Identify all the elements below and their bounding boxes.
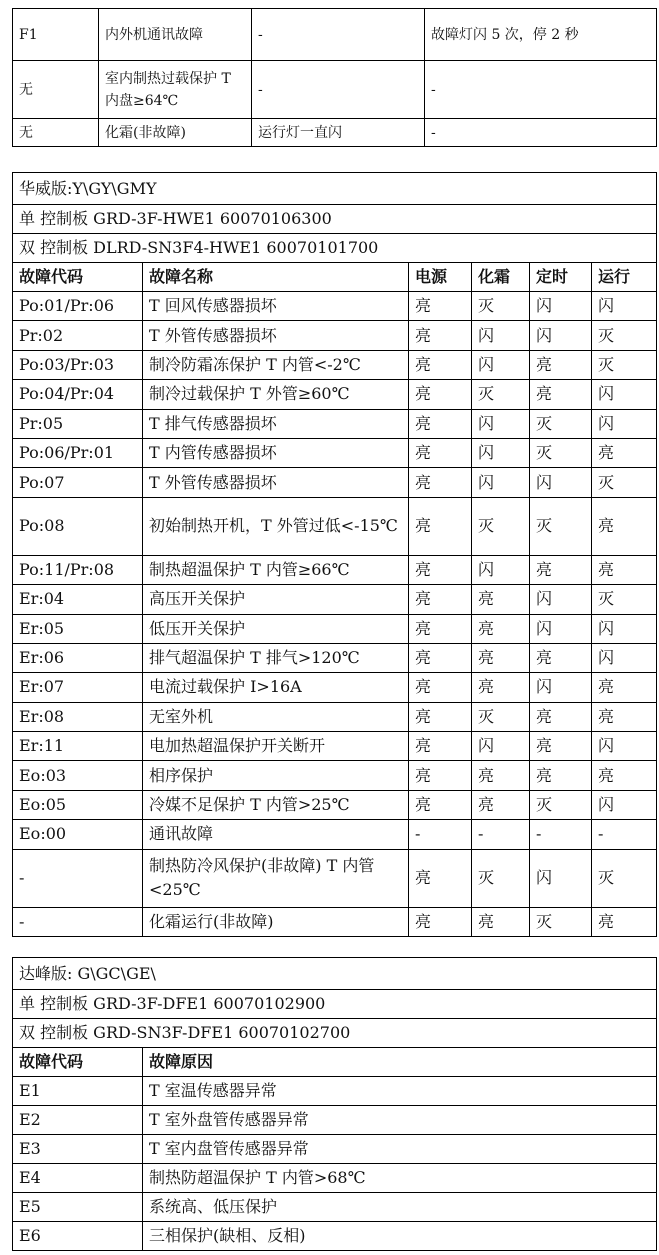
table-cell: Er:04 <box>13 585 143 614</box>
table-cell: 通讯故障 <box>143 820 409 849</box>
table-row <box>13 1164 657 1193</box>
table-cell: 制冷防霜冻保护 T 内管<-2℃ <box>143 350 409 379</box>
table-cell: 闪 <box>530 614 592 643</box>
table-row <box>13 555 657 584</box>
table-cell: 无 <box>13 119 99 147</box>
table-cell: - <box>425 61 657 119</box>
table-cell: 灭 <box>530 790 592 819</box>
table-cell: 亮 <box>530 380 592 409</box>
table2-header-defrost: 化霜 <box>472 263 530 292</box>
table-cell: 亮 <box>592 497 657 555</box>
table-cell: - <box>425 119 657 147</box>
table-cell: 亮 <box>472 761 530 790</box>
table-cell: 闪 <box>530 673 592 702</box>
table-cell: 灭 <box>592 321 657 350</box>
table-cell: 灭 <box>592 350 657 379</box>
table-cell: 亮 <box>409 497 472 555</box>
table-cell: 相序保护 <box>143 761 409 790</box>
table-row <box>13 380 657 409</box>
table-row <box>13 350 657 379</box>
table-row <box>13 702 657 731</box>
table-cell: 亮 <box>592 673 657 702</box>
table-cell: 灭 <box>472 497 530 555</box>
table-cell: 灭 <box>592 585 657 614</box>
table-row <box>13 1222 657 1251</box>
table-row <box>13 438 657 467</box>
table-cell: Er:08 <box>13 702 143 731</box>
table-cell: 亮 <box>472 790 530 819</box>
table2-body <box>13 292 657 937</box>
table-cell: 制热防冷风保护(非故障) T 内管<25℃ <box>143 849 409 907</box>
table-cell: T 室内盘管传感器异常 <box>143 1135 657 1164</box>
table-cell: 闪 <box>530 468 592 497</box>
table-row <box>13 1106 657 1135</box>
table-cell: 制热超温保护 T 内管≥66℃ <box>143 555 409 584</box>
table-cell: T 室外盘管传感器异常 <box>143 1106 657 1135</box>
table-cell: 亮 <box>472 673 530 702</box>
table-cell: 灭 <box>592 849 657 907</box>
table-cell: 亮 <box>409 643 472 672</box>
table-cell: 内外机通讯故障 <box>99 9 252 61</box>
table-cell: 闪 <box>472 321 530 350</box>
table-cell: T 外管传感器损坏 <box>143 468 409 497</box>
table-cell: 闪 <box>472 732 530 761</box>
table-cell: 化霜(非故障) <box>99 119 252 147</box>
table-cell: 亮 <box>472 614 530 643</box>
table-cell: - <box>409 820 472 849</box>
table-row <box>13 761 657 790</box>
table2-header-power: 电源 <box>409 263 472 292</box>
table-row <box>13 1135 657 1164</box>
table-cell: 亮 <box>409 350 472 379</box>
table-cell: 灭 <box>472 702 530 731</box>
table-cell: 灭 <box>530 438 592 467</box>
table3-header-code: 故障代码 <box>13 1048 143 1077</box>
table-row <box>13 468 657 497</box>
table-cell: 亮 <box>409 761 472 790</box>
table-cell: 亮 <box>530 555 592 584</box>
table-cell: Po:06/Pr:01 <box>13 438 143 467</box>
table-cell: 冷媒不足保护 T 内管>25℃ <box>143 790 409 819</box>
table-cell: 亮 <box>472 643 530 672</box>
table-cell: 闪 <box>530 292 592 321</box>
table-cell: 灭 <box>530 907 592 936</box>
table-cell: 高压开关保护 <box>143 585 409 614</box>
table-cell: 亮 <box>592 702 657 731</box>
table2-title: 华威版:Y\GY\GMY <box>13 173 657 205</box>
table2-header-name: 故障名称 <box>143 263 409 292</box>
table3-title: 达峰版: G\GC\GE\ <box>13 958 657 990</box>
table-cell: Er:07 <box>13 673 143 702</box>
table-cell: Pr:02 <box>13 321 143 350</box>
table-cell: 闪 <box>592 643 657 672</box>
table-cell: 闪 <box>592 790 657 819</box>
table-row <box>13 1193 657 1222</box>
table3-header-row <box>13 1048 657 1077</box>
table-cell: Pr:05 <box>13 409 143 438</box>
table-cell: 亮 <box>592 555 657 584</box>
table-cell: 制冷过载保护 T 外管≥60℃ <box>143 380 409 409</box>
table-cell: T 回风传感器损坏 <box>143 292 409 321</box>
table-row <box>13 1077 657 1106</box>
table-row <box>13 820 657 849</box>
table-cell: Er:05 <box>13 614 143 643</box>
table-cell: 灭 <box>530 409 592 438</box>
table-cell: 亮 <box>409 849 472 907</box>
table-cell: - <box>530 820 592 849</box>
table-cell: 排气超温保护 T 排气>120℃ <box>143 643 409 672</box>
table-cell: 闪 <box>592 409 657 438</box>
table2-board-single: 单 控制板 GRD-3F-HWE1 60070106300 <box>13 205 657 234</box>
table-cell: 闪 <box>592 732 657 761</box>
table-row <box>13 9 657 61</box>
table-cell: F1 <box>13 9 99 61</box>
table-cell: Po:11/Pr:08 <box>13 555 143 584</box>
table-row <box>13 585 657 614</box>
table-cell: 灭 <box>472 849 530 907</box>
table-cell: E6 <box>13 1222 143 1251</box>
table2-header-row <box>13 263 657 292</box>
table-cell: 无 <box>13 61 99 119</box>
table-cell: 亮 <box>409 321 472 350</box>
table-cell: 亮 <box>409 614 472 643</box>
table-row <box>13 292 657 321</box>
table-cell: - <box>13 907 143 936</box>
table-cell: 化霜运行(非故障) <box>143 907 409 936</box>
table-cell: Po:04/Pr:04 <box>13 380 143 409</box>
table-row <box>13 614 657 643</box>
table-cell: 室内制热过载保护 T 内盘≥64℃ <box>99 61 252 119</box>
table-cell: - <box>592 820 657 849</box>
table-cell: 亮 <box>409 292 472 321</box>
table-cell: 亮 <box>409 555 472 584</box>
table-cell: 无室外机 <box>143 702 409 731</box>
table-cell: T 排气传感器损坏 <box>143 409 409 438</box>
table-cell: T 外管传感器损坏 <box>143 321 409 350</box>
table-cell: Po:07 <box>13 468 143 497</box>
table-cell: 运行灯一直闪 <box>252 119 425 147</box>
table-cell: 电加热超温保护开关断开 <box>143 732 409 761</box>
table-cell: 亮 <box>409 585 472 614</box>
table-row <box>13 497 657 555</box>
table3-board-double: 双 控制板 GRD-SN3F-DFE1 60070102700 <box>13 1019 657 1048</box>
table-cell: 闪 <box>472 409 530 438</box>
table-cell: 电流过载保护 I>16A <box>143 673 409 702</box>
table-cell: Er:11 <box>13 732 143 761</box>
table-cell: 亮 <box>472 907 530 936</box>
table-cell: E3 <box>13 1135 143 1164</box>
table-cell: 亮 <box>592 761 657 790</box>
table-cell: 制热防超温保护 T 内管>68℃ <box>143 1164 657 1193</box>
table-cell: 亮 <box>472 585 530 614</box>
table-cell: 闪 <box>530 585 592 614</box>
table-cell: 系统高、低压保护 <box>143 1193 657 1222</box>
table-cell: 亮 <box>409 409 472 438</box>
table-row <box>13 790 657 819</box>
table-cell: T 内管传感器损坏 <box>143 438 409 467</box>
table-cell: T 室温传感器异常 <box>143 1077 657 1106</box>
table-cell: 灭 <box>530 497 592 555</box>
table-cell: Eo:03 <box>13 761 143 790</box>
table-cell: 亮 <box>409 732 472 761</box>
table2-header-run: 运行 <box>592 263 657 292</box>
table-cell: 灭 <box>592 468 657 497</box>
table-cell: 灭 <box>472 292 530 321</box>
table1-body <box>13 9 657 147</box>
table-row <box>13 907 657 936</box>
table-cell: Po:03/Pr:03 <box>13 350 143 379</box>
table2-board-double: 双 控制板 DLRD-SN3F4-HWE1 60070101700 <box>13 234 657 263</box>
table-cell: 亮 <box>592 438 657 467</box>
table-cell: - <box>252 61 425 119</box>
table-cell: - <box>252 9 425 61</box>
table-row <box>13 673 657 702</box>
table-cell: 亮 <box>592 907 657 936</box>
fault-table-top <box>12 8 657 147</box>
table-cell: 亮 <box>530 643 592 672</box>
table3-board-single: 单 控制板 GRD-3F-DFE1 60070102900 <box>13 990 657 1019</box>
table-cell: 灭 <box>472 380 530 409</box>
table-cell: 闪 <box>472 468 530 497</box>
table-cell: 闪 <box>472 555 530 584</box>
table-cell: E2 <box>13 1106 143 1135</box>
table-cell: 闪 <box>592 380 657 409</box>
table-cell: 闪 <box>592 292 657 321</box>
table-cell: Er:06 <box>13 643 143 672</box>
table-cell: 闪 <box>530 849 592 907</box>
table-cell: Po:01/Pr:06 <box>13 292 143 321</box>
table-cell: 亮 <box>409 702 472 731</box>
table-cell: 亮 <box>409 673 472 702</box>
table-cell: 闪 <box>530 321 592 350</box>
table-cell: E1 <box>13 1077 143 1106</box>
table2-header-code: 故障代码 <box>13 263 143 292</box>
table-row <box>13 849 657 907</box>
table-row <box>13 643 657 672</box>
table-cell: 亮 <box>530 761 592 790</box>
table-cell: 亮 <box>409 438 472 467</box>
table-cell: 亮 <box>409 468 472 497</box>
table-cell: 低压开关保护 <box>143 614 409 643</box>
table-cell: 亮 <box>530 350 592 379</box>
table-cell: Eo:00 <box>13 820 143 849</box>
table2-header-timer: 定时 <box>530 263 592 292</box>
table-cell: - <box>13 849 143 907</box>
table-cell: 亮 <box>409 380 472 409</box>
table-cell: 亮 <box>530 702 592 731</box>
table-row <box>13 119 657 147</box>
table-cell: 闪 <box>472 350 530 379</box>
table3-body <box>13 1077 657 1251</box>
table-cell: 亮 <box>530 732 592 761</box>
table-cell: E5 <box>13 1193 143 1222</box>
table3-header-reason: 故障原因 <box>143 1048 657 1077</box>
table-row <box>13 409 657 438</box>
table-cell: 闪 <box>592 614 657 643</box>
table-cell: Po:08 <box>13 497 143 555</box>
table-cell: 闪 <box>472 438 530 467</box>
table-row <box>13 61 657 119</box>
fault-table-dafeng <box>12 957 657 1251</box>
table-cell: 亮 <box>409 907 472 936</box>
table-cell: 初始制热开机，T 外管过低<-15℃ <box>143 497 409 555</box>
table-cell: 三相保护(缺相、反相) <box>143 1222 657 1251</box>
table-cell: Eo:05 <box>13 790 143 819</box>
table-row <box>13 321 657 350</box>
table-cell: E4 <box>13 1164 143 1193</box>
table-cell: 故障灯闪 5 次，停 2 秒 <box>425 9 657 61</box>
table-cell: 亮 <box>409 790 472 819</box>
table-cell: - <box>472 820 530 849</box>
table-row <box>13 732 657 761</box>
fault-table-huawei <box>12 172 657 937</box>
